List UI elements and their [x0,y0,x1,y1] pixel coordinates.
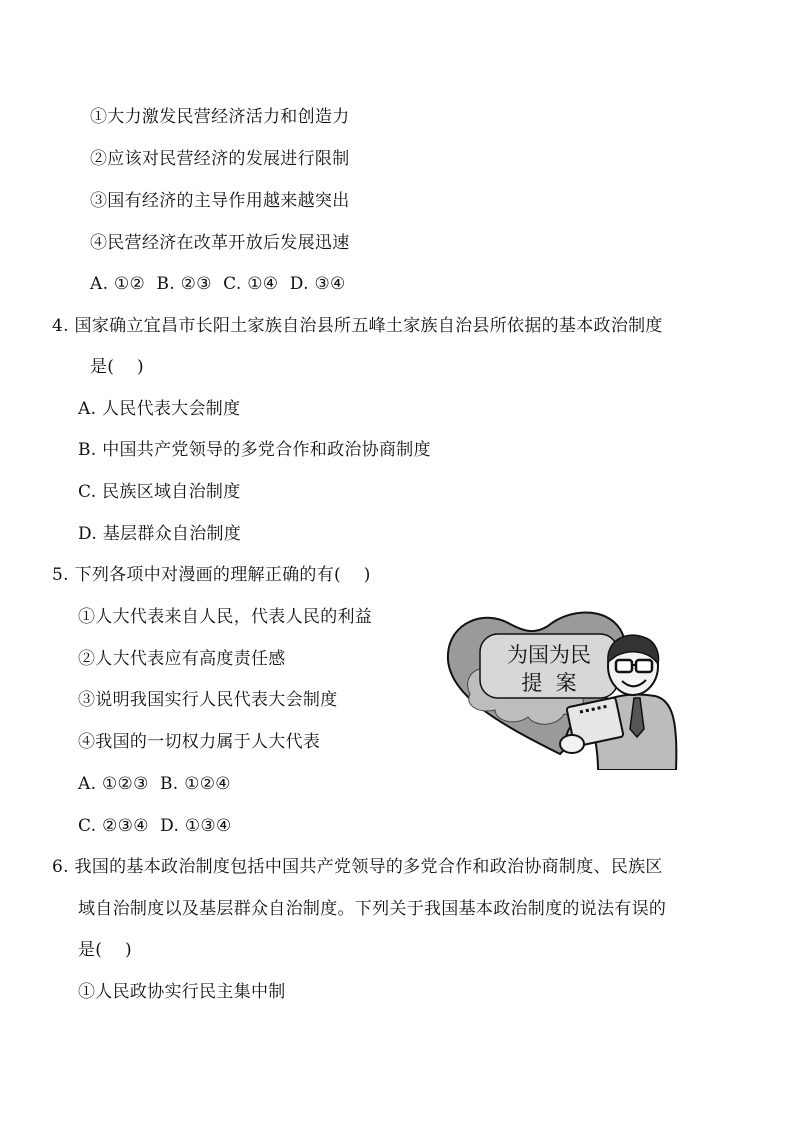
glasses-right [636,660,652,672]
q3-choices: A. ①② B. ②③ C. ①④ D. ③④ [90,274,346,294]
q6-stem-line2: 域自治制度以及基层群众自治制度。下列关于我国基本政治制度的说法有误的 [78,899,667,919]
q5-choices-line2: C. ②③④ D. ①③④ [78,816,232,836]
q4-choice-c: C. 民族区域自治制度 [78,482,241,502]
q5-choices-line1: A. ①②③ B. ①②④ [78,774,231,794]
q6-stem-line3: 是( ) [78,940,132,960]
q5-option-1: ①人大代表来自人民，代表人民的利益 [78,607,373,627]
cartoon-illustration [440,604,680,770]
heart-text-line2: 提 案 [521,671,577,695]
q4-choice-b: B. 中国共产党领导的多党合作和政治协商制度 [78,440,431,460]
glasses-left [616,660,632,672]
q5-stem: 5. 下列各项中对漫画的理解正确的有( ) [52,565,371,585]
heart-text-line1: 为国为民 [507,643,591,667]
man-hand [560,735,584,753]
q4-stem-line1: 4. 国家确立宜昌市长阳土家族自治县所五峰土家族自治县所依据的基本政治制度 [52,316,663,336]
q6-option-1: ①人民政协实行民主集中制 [78,982,286,1002]
q3-option-4: ④民营经济在改革开放后发展迅速 [90,233,350,253]
q3-option-2: ②应该对民营经济的发展进行限制 [90,149,350,169]
q3-option-3: ③国有经济的主导作用越来越突出 [90,191,350,211]
q4-stem-line2: 是( ) [90,357,144,377]
q6-stem-line1: 6. 我国的基本政治制度包括中国共产党领导的多党合作和政治协商制度、民族区 [52,857,663,877]
q4-choice-d: D. 基层群众自治制度 [78,524,242,544]
q3-option-1: ①大力激发民营经济活力和创造力 [90,107,350,127]
q5-option-2: ②人大代表应有高度责任感 [78,649,286,669]
q4-choice-a: A. 人民代表大会制度 [78,399,241,419]
q5-option-3: ③说明我国实行人民代表大会制度 [78,690,338,710]
q5-option-4: ④我国的一切权力属于人大代表 [78,732,321,752]
